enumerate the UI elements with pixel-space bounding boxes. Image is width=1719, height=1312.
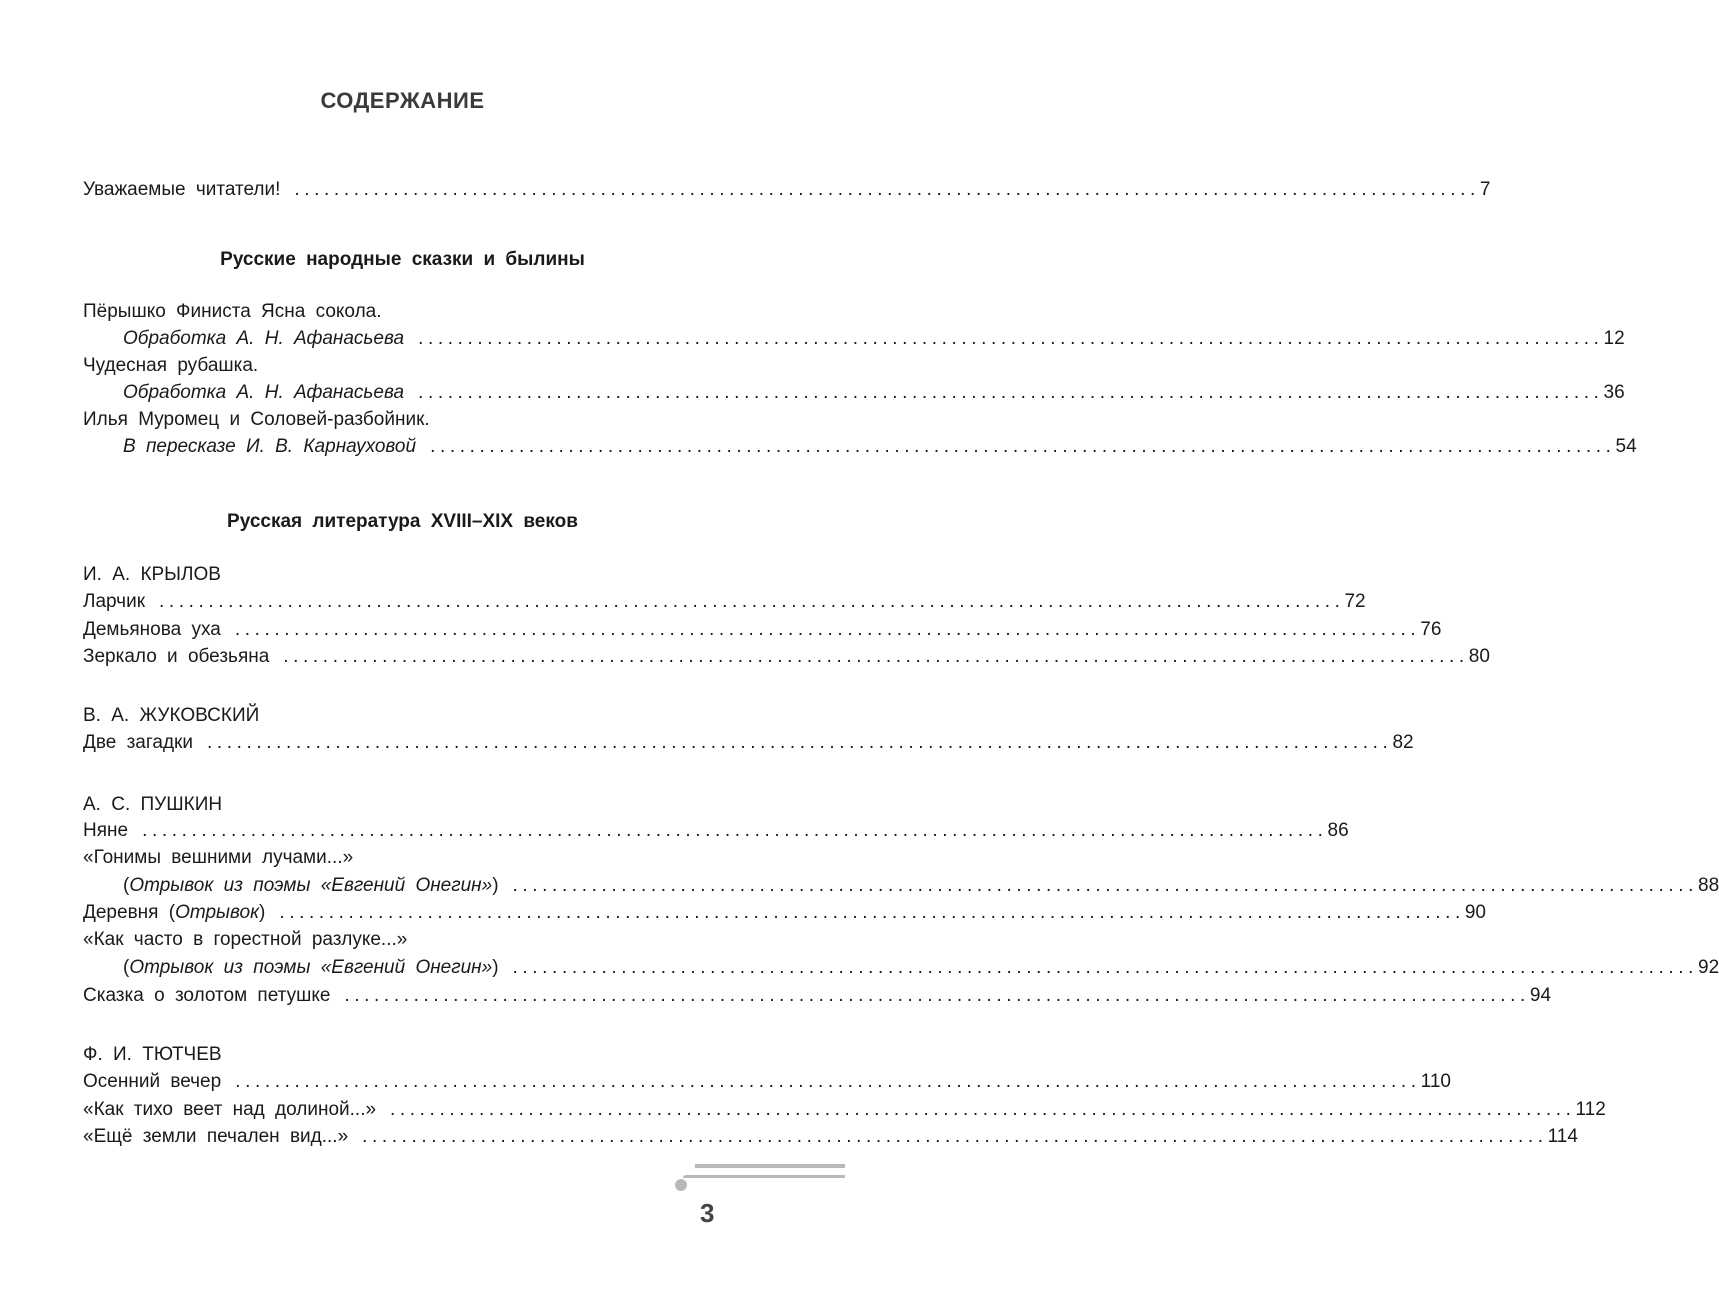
entry-title-text: В. А. ЖУКОВСКИЙ [83, 705, 260, 726]
dot-leader: ........................................................................................................................ [362, 1126, 1548, 1147]
entry-title [83, 1124, 348, 1150]
dot-leader: ........................................................................................................................ [206, 732, 1393, 753]
toc-entry-heading [83, 407, 716, 433]
entry-page-number: 110 [1420, 1071, 1451, 1092]
toc-entry [123, 434, 1637, 460]
toc-entry-heading [83, 703, 716, 729]
toc-entry [83, 617, 1442, 643]
entry-title-text: Уважаемые читатели! [83, 179, 281, 200]
entry-title [83, 900, 265, 926]
entry-title [83, 818, 128, 844]
entry-page-number: 82 [1392, 732, 1414, 753]
entry-title [83, 927, 407, 953]
entry-title [83, 983, 330, 1009]
entry-title-italic: Отрывок из поэмы «Евгений Онегин» [129, 875, 493, 896]
entry-title-text: Ларчик [83, 591, 146, 612]
toc-entry [83, 900, 1486, 926]
dot-leader: ........................................................................................................................ [294, 179, 1480, 200]
entry-title [83, 792, 222, 818]
entry-title-text: ( [123, 875, 130, 896]
entry-title [83, 617, 221, 643]
dot-leader: ........................................................................................................................ [430, 436, 1616, 457]
entry-title [83, 1069, 221, 1095]
entry-title [123, 434, 416, 460]
entry-title-text: Илья Муромец и Соловей-разбойник. [83, 409, 430, 430]
entry-title-text: «Как тихо веет над долиной...» [83, 1099, 377, 1120]
toc-entry [83, 983, 1552, 1009]
entry-page-number: 36 [1603, 382, 1625, 403]
toc-entry [83, 177, 1491, 203]
entry-title [83, 845, 353, 871]
dot-leader: ........................................................................................................................ [159, 591, 1345, 612]
toc-entry-heading [83, 353, 716, 379]
entry-title-italic: Обработка А. Н. Афанасьева [123, 328, 405, 349]
entry-page-number: 86 [1327, 820, 1349, 841]
decorative-dot [675, 1179, 687, 1191]
toc-entry [123, 380, 1625, 406]
toc-entry [83, 644, 1490, 670]
entry-page-number: 112 [1575, 1099, 1606, 1120]
entry-page-number: 12 [1603, 328, 1625, 349]
entry-title-italic: Отрывок из поэмы «Евгений Онегин» [129, 957, 493, 978]
entry-page-number: 90 [1464, 902, 1486, 923]
dot-leader: ........................................................................................................................ [142, 820, 1328, 841]
toc-entry-heading [83, 1042, 716, 1068]
entry-page-number: 114 [1547, 1126, 1578, 1147]
entry-page-number: 72 [1344, 591, 1366, 612]
dot-leader: ........................................................................................................................ [235, 1071, 1421, 1092]
toc-entry-heading [83, 927, 716, 953]
dot-leader: ........................................................................................................................ [344, 985, 1530, 1006]
entry-title-italic: В пересказе И. В. Карнауховой [123, 436, 417, 457]
entry-page-number: 54 [1615, 436, 1637, 457]
dot-leader: ........................................................................................................................ [390, 1099, 1576, 1120]
toc-entry-heading [83, 845, 716, 871]
toc-entry-heading [83, 562, 716, 588]
dot-leader: ........................................................................................................................ [279, 902, 1465, 923]
entry-title-text: Пёрышко Финиста Ясна сокола. [83, 301, 382, 322]
entry-title [83, 1097, 376, 1123]
entry-title-text: «Гонимы вешними лучами...» [83, 847, 354, 868]
page-title: СОДЕРЖАНИЕ [320, 88, 485, 113]
toc-entry [83, 818, 1349, 844]
entry-page-number: 88 [1698, 875, 1719, 896]
toc-entry [83, 730, 1414, 756]
entry-title-text: «Как часто в горестной разлуке...» [83, 929, 408, 950]
entry-title-text: И. А. КРЫЛОВ [83, 564, 221, 585]
entry-title-text: ( [123, 957, 130, 978]
entry-title [83, 703, 259, 729]
decorative-line [695, 1164, 845, 1168]
toc-entry [123, 326, 1625, 352]
entry-page-number: 80 [1468, 646, 1490, 667]
entry-title-text: ) [492, 957, 499, 978]
entry-title [123, 326, 404, 352]
entry-title-text: Зеркало и обезьяна [83, 646, 270, 667]
toc-entry [123, 873, 1719, 899]
dot-leader: ........................................................................................................................ [512, 957, 1699, 978]
page-number: 3 [700, 1198, 715, 1228]
section-heading-russian-literature: Русская литература XVIII–XIX веков [227, 511, 578, 532]
entry-title [83, 177, 280, 203]
entry-page-number: 94 [1529, 985, 1552, 1006]
entry-title-text: «Ещё земли печален вид...» [83, 1126, 349, 1147]
entry-title-text: Две загадки [83, 732, 193, 753]
toc-entry [123, 955, 1719, 981]
entry-title [83, 407, 430, 433]
toc-entry [83, 1069, 1451, 1095]
entry-title [123, 955, 499, 981]
entry-title [123, 380, 404, 406]
dot-leader: ........................................................................................................................ [418, 382, 1604, 403]
entry-title-italic: Отрывок [175, 902, 260, 923]
entry-title-text: Осенний вечер [83, 1071, 222, 1092]
entry-title-text: Демьянова уха [83, 619, 221, 640]
toc-entry [83, 589, 1366, 615]
entry-title-text: ) [492, 875, 499, 896]
entry-title [83, 299, 382, 325]
entry-title-italic: Обработка А. Н. Афанасьева [123, 382, 405, 403]
toc-entry [83, 1097, 1606, 1123]
entry-title-text: Деревня ( [83, 902, 176, 923]
entry-title-text: Няне [83, 820, 129, 841]
entry-title [83, 353, 258, 379]
entry-title [83, 644, 269, 670]
toc-entry-heading [83, 299, 716, 325]
toc-entry-heading [83, 792, 716, 818]
toc-entry [83, 1124, 1578, 1150]
decorative-line [683, 1175, 845, 1178]
dot-leader: ........................................................................................................................ [283, 646, 1469, 667]
entry-title-text: А. С. ПУШКИН [83, 794, 223, 815]
dot-leader: ........................................................................................................................ [234, 619, 1421, 640]
entry-title-text: Сказка о золотом петушке [83, 985, 331, 1006]
entry-title [83, 1042, 222, 1068]
entry-title-text: Чудесная рубашка. [83, 355, 259, 376]
entry-title [83, 562, 221, 588]
entry-title-text: ) [259, 902, 266, 923]
entry-page-number: 92 [1698, 957, 1719, 978]
dot-leader: ........................................................................................................................ [512, 875, 1699, 896]
entry-page-number: 76 [1420, 619, 1442, 640]
entry-title-text: Ф. И. ТЮТЧЕВ [83, 1044, 222, 1065]
entry-title [123, 873, 499, 899]
entry-title [83, 589, 145, 615]
entry-page-number: 7 [1479, 179, 1491, 200]
dot-leader: ........................................................................................................................ [418, 328, 1604, 349]
entry-title [83, 730, 193, 756]
section-heading-folk-tales: Русские народные сказки и былины [220, 249, 585, 270]
